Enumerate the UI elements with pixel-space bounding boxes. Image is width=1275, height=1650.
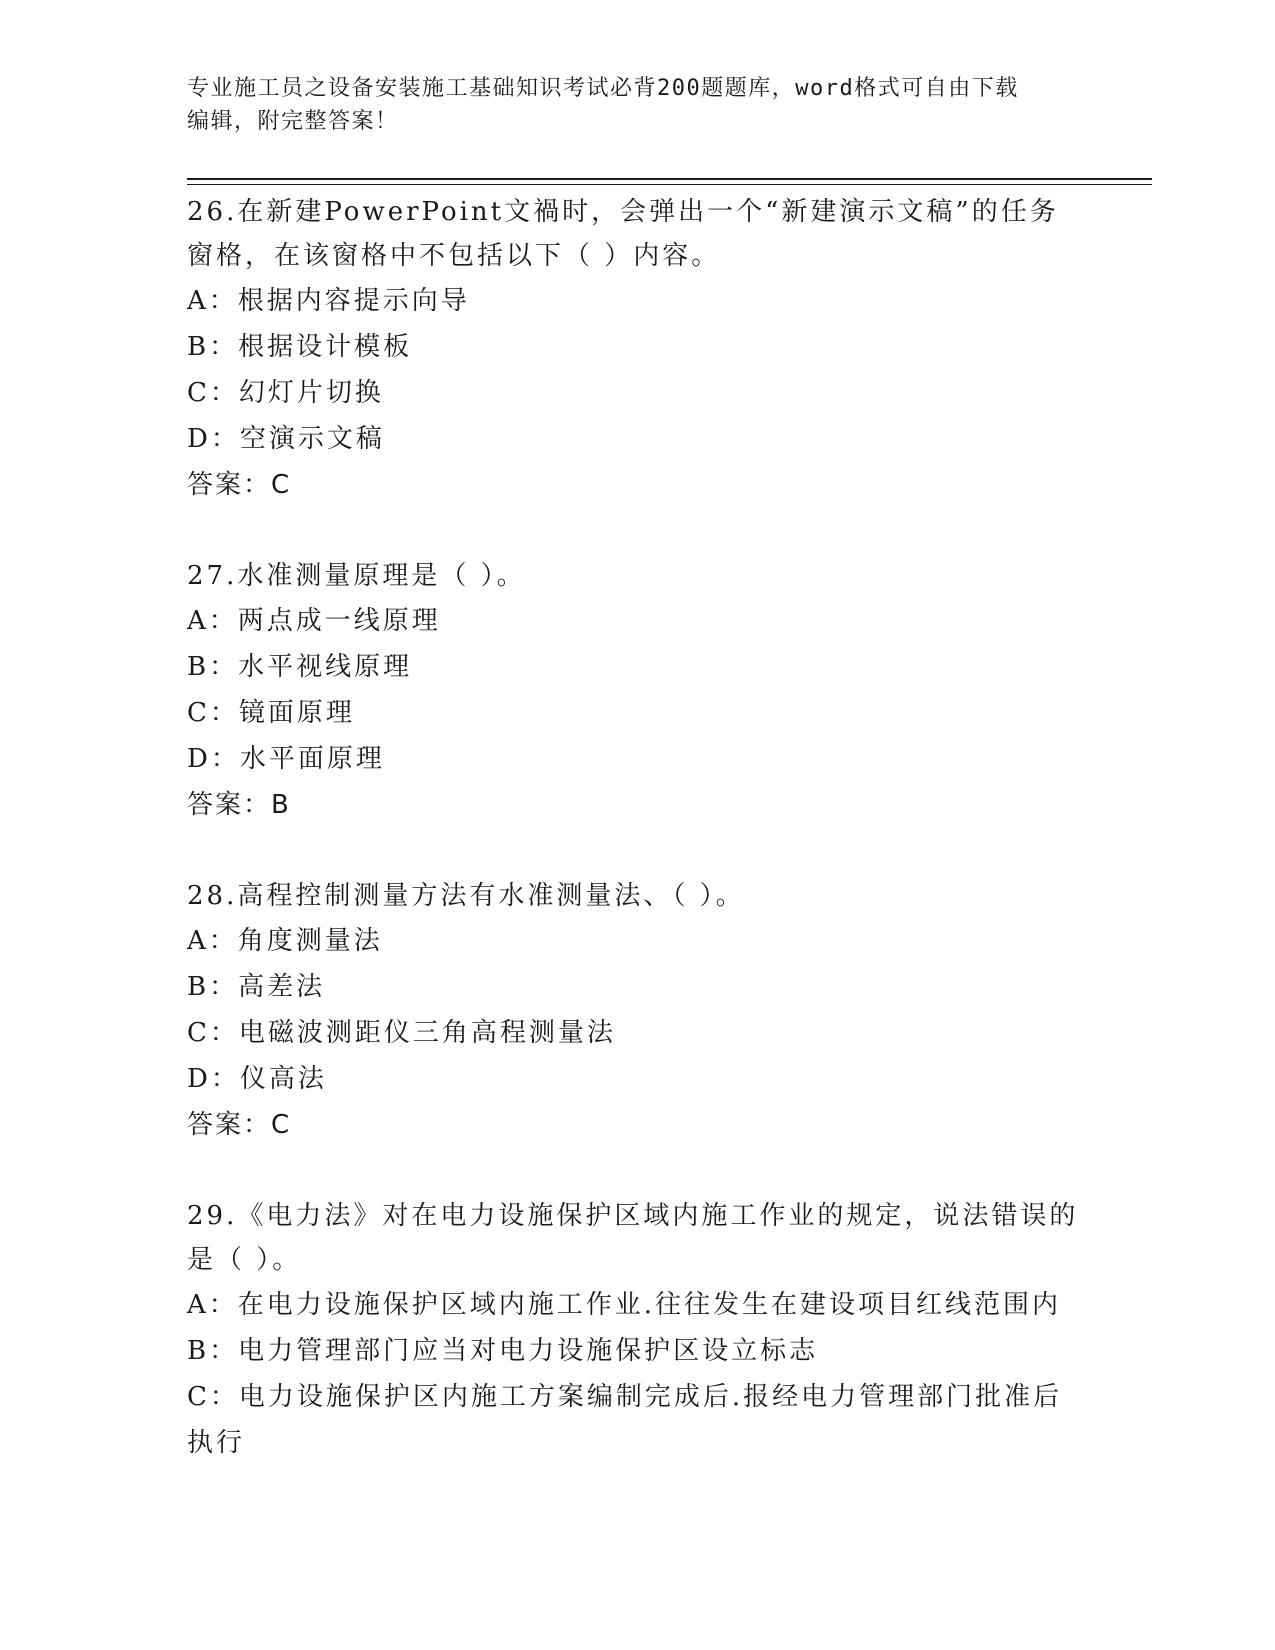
header-divider-thin bbox=[187, 184, 1152, 185]
option-c: C：幻灯片切换 bbox=[187, 378, 384, 408]
question-29 bbox=[187, 1194, 1087, 1466]
question-text: 28.高程控制测量方法有水准测量法、（ ）。 bbox=[187, 881, 745, 911]
question-28 bbox=[187, 874, 1087, 1148]
question-text: 29.《电力法》对在电力设施保护区域内施工作业的规定，说法错误的 bbox=[187, 1201, 1079, 1231]
header-divider-thick bbox=[187, 178, 1152, 180]
question-26 bbox=[187, 190, 1087, 508]
answer: 答案：B bbox=[187, 790, 291, 820]
option-b: B：水平视线原理 bbox=[187, 652, 413, 682]
question-text: 窗格，在该窗格中不包括以下（ ）内容。 bbox=[187, 241, 721, 271]
option-a: A：两点成一线原理 bbox=[187, 606, 441, 636]
option-b: B：电力管理部门应当对电力设施保护区设立标志 bbox=[187, 1336, 819, 1366]
header-line-2: 编辑，附完整答案！ bbox=[187, 109, 399, 134]
option-d: D：空演示文稿 bbox=[187, 424, 385, 454]
option-d: D：水平面原理 bbox=[187, 744, 385, 774]
option-b: B：高差法 bbox=[187, 972, 326, 1002]
option-a: A：角度测量法 bbox=[187, 926, 383, 956]
option-a: A：在电力设施保护区域内施工作业.往往发生在建设项目红线范围内 bbox=[187, 1290, 1062, 1320]
option-d: D：仪高法 bbox=[187, 1064, 327, 1094]
option-b: B：根据设计模板 bbox=[187, 332, 413, 362]
option-a: A：根据内容提示向导 bbox=[187, 286, 470, 316]
header-line-1: 专业施工员之设备安装施工基础知识考试必背200题题库，word格式可自由下载 bbox=[187, 76, 1019, 101]
answer: 答案：C bbox=[187, 1110, 292, 1140]
option-c: C：电磁波测距仪三角高程测量法 bbox=[187, 1018, 616, 1048]
question-text: 是（ ）。 bbox=[187, 1245, 302, 1275]
question-27 bbox=[187, 554, 1087, 828]
option-c: C：镜面原理 bbox=[187, 698, 355, 728]
question-text: 27.水准测量原理是（ ）。 bbox=[187, 561, 526, 591]
question-list bbox=[187, 190, 1087, 1512]
option-c: C：电力设施保护区内施工方案编制完成后.报经电力管理部门批准后执行 bbox=[187, 1382, 1063, 1458]
answer: 答案：C bbox=[187, 470, 292, 500]
question-text: 26.在新建PowerPoint文禍时，会弹出一个“新建演示文稿”的任务 bbox=[187, 197, 1059, 227]
document-header bbox=[187, 72, 1087, 138]
